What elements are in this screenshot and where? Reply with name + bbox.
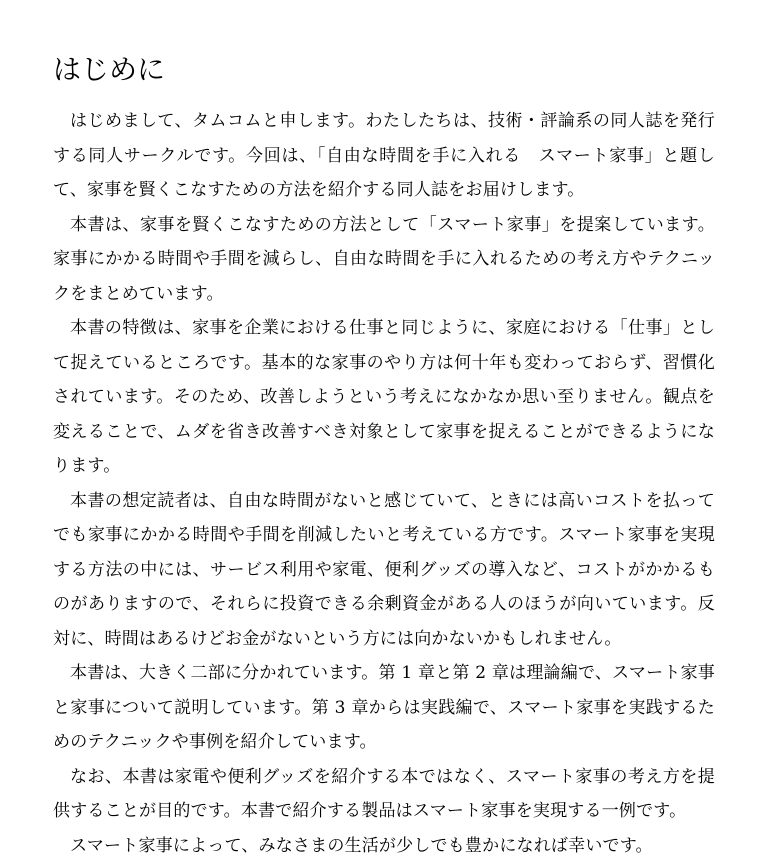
paragraph-audience: 本書の想定読者は、自由な時間がないと感じていて、ときには高いコストを払ってでも家事にかかる時間や手間を削減したいと考えている方です。スマート家事を実現する方法の中には、サービス利用や家電、便利グッズの導入など、コストがかかるものがありますので、それらに投資できる余剰資金がある人のほうが向いています。反対に、時間はあるけどお金がないという方には向かないかもしれません。: [53, 484, 715, 657]
paragraph-features: 本書の特徴は、家事を企業における仕事と同じように、家庭における「仕事」として捉えているところです。基本的な家事のやり方は何十年も変わっておらず、習慣化されています。そのため、改善しようという考えになかなか思い至りません。観点を変えることで、ムダを省き改善すべき対象として家事を捉えることができるようになります。: [53, 311, 715, 484]
paragraph-disclaimer: なお、本書は家電や便利グッズを紹介する本ではなく、スマート家事の考え方を提供することが目的です。本書で紹介する製品はスマート家事を実現する一例です。: [53, 760, 715, 829]
paragraph-proposal: 本書は、家事を賢くこなすための方法として「スマート家事」を提案しています。家事にかかる時間や手間を減らし、自由な時間を手に入れるための考え方やテクニックをまとめています。: [53, 208, 715, 312]
paragraph-closing: スマート家事によって、みなさまの生活が少しでも豊かになれば幸いです。: [53, 829, 715, 863]
document-body: [53, 104, 715, 863]
page-title: はじめに: [53, 50, 165, 90]
paragraph-structure: 本書は、大きく二部に分かれています。第 1 章と第 2 章は理論編で、スマート家事と家事について説明しています。第 3 章からは実践編で、スマート家事を実践するためのテクニックや事例を紹介しています。: [53, 656, 715, 760]
paragraph-intro: はじめまして、タムコムと申します。わたしたちは、技術・評論系の同人誌を発行する同人サークルです。今回は、「自由な時間を手に入れる スマート家事」と題して、家事を賢くこなすための方法を紹介する同人誌をお届けします。: [53, 104, 715, 208]
